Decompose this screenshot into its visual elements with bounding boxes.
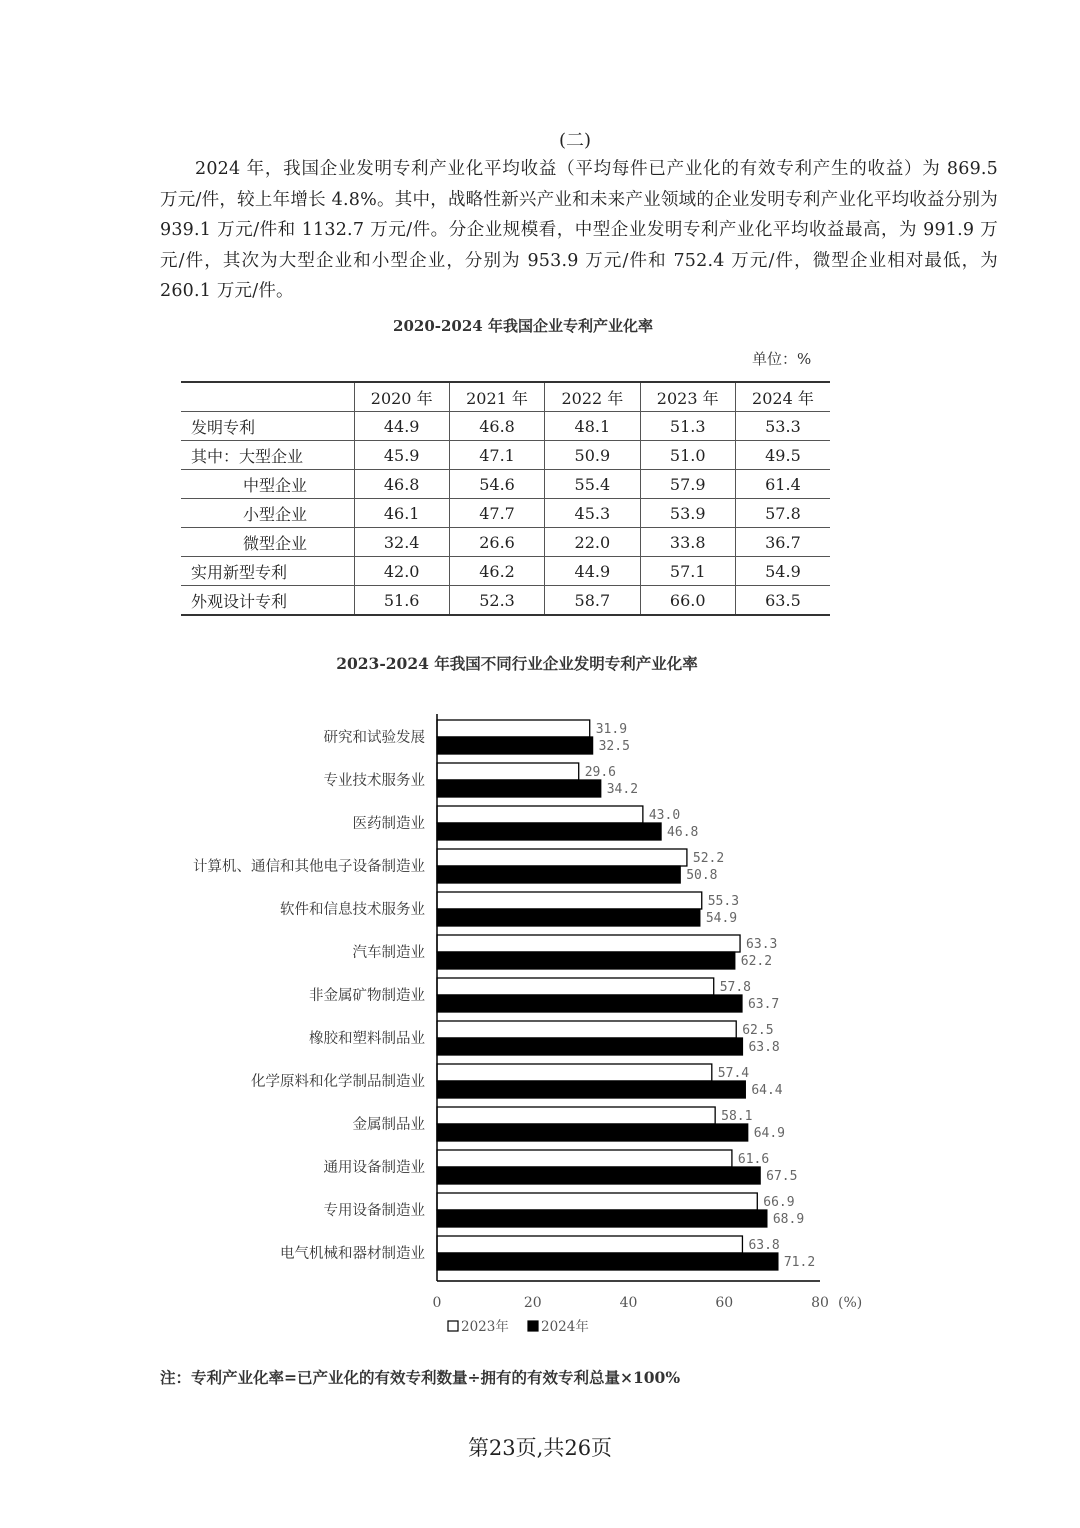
bar-1 [437, 737, 593, 754]
table-cell: 50.9 [545, 441, 640, 470]
category-label: 通用设备制造业 [323, 1160, 425, 1176]
row-label: 实用新型专利 [181, 557, 354, 586]
data-label: 62.2 [740, 954, 773, 969]
bar-0 [437, 720, 590, 737]
bar-1 [437, 1210, 767, 1227]
bar-1 [437, 866, 680, 883]
data-label: 66.9 [763, 1195, 795, 1210]
table-row [181, 441, 830, 470]
table-cell: 48.1 [545, 412, 640, 441]
row-label: 外观设计专利 [181, 586, 354, 616]
table-cell: 46.8 [449, 412, 544, 441]
data-label: 34.2 [606, 782, 639, 797]
category-label: 汽车制造业 [352, 945, 425, 961]
category-label: 软件和信息技术服务业 [280, 902, 425, 918]
table-cell: 53.3 [735, 412, 830, 441]
footnote: 注：专利产业化率=已产业化的有效专利数量÷拥有的有效专利总量×100% [160, 1368, 681, 1387]
category-label: 电气机械和器材制造业 [280, 1246, 425, 1262]
row-label: 小型企业 [181, 499, 354, 528]
data-label: 63.8 [748, 1238, 780, 1253]
table-row [181, 557, 830, 586]
table-title: 2020-2024 年我国企业专利产业化率 [393, 317, 653, 335]
data-label: 57.8 [719, 980, 752, 995]
bar-0 [437, 1064, 712, 1081]
bar-1 [437, 1081, 745, 1098]
table-cell: 44.9 [545, 557, 640, 586]
category-label: 医药制造业 [352, 816, 425, 832]
category-label: 金属制品业 [352, 1117, 425, 1133]
table-cell: 46.2 [449, 557, 544, 586]
x-tick-label: 40 [619, 1295, 638, 1311]
bar-1 [437, 1038, 742, 1055]
table-cell: 51.6 [354, 586, 449, 616]
data-label: 61.6 [737, 1152, 770, 1167]
data-label: 67.5 [766, 1169, 798, 1184]
category-label: 非金属矿物制造业 [309, 988, 425, 1004]
row-label: 发明专利 [181, 412, 354, 441]
chart-title: 2023-2024 年我国不同行业企业发明专利产业化率 [336, 654, 698, 673]
legend-label: 2024年 [541, 1319, 589, 1335]
bar-0 [437, 1107, 715, 1124]
table-cell: 61.4 [735, 470, 830, 499]
page-number: 第23页,共26页 [467, 1436, 613, 1460]
category-label: 化学原料和化学制品制造业 [251, 1074, 425, 1090]
category-label: 计算机、通信和其他电子设备制造业 [193, 859, 425, 875]
bar-0 [437, 1150, 732, 1167]
data-label: 62.5 [742, 1023, 774, 1038]
table-cell: 51.3 [640, 412, 735, 441]
table-cell: 45.9 [354, 441, 449, 470]
table-header-cell: 2023 年 [640, 382, 735, 412]
legend-swatch-0 [448, 1321, 458, 1331]
data-label: 71.2 [783, 1255, 816, 1270]
table-cell: 63.5 [735, 586, 830, 616]
data-label: 68.9 [772, 1212, 805, 1227]
table-cell: 36.7 [735, 528, 830, 557]
row-label: 微型企业 [181, 528, 354, 557]
table-cell: 32.4 [354, 528, 449, 557]
x-tick-label: 60 [715, 1295, 734, 1311]
industry-bar-chart [150, 700, 910, 1350]
table-cell: 54.9 [735, 557, 830, 586]
legend-swatch-1 [528, 1321, 538, 1331]
bar-0 [437, 935, 740, 952]
bar-1 [437, 952, 735, 969]
x-tick-label: 20 [523, 1295, 542, 1311]
table-header-cell: 2024 年 [735, 382, 830, 412]
data-label: 55.3 [707, 894, 740, 909]
table-header-cell [181, 382, 354, 412]
data-label: 63.7 [747, 997, 780, 1012]
bar-1 [437, 995, 742, 1012]
table-header-cell: 2022 年 [545, 382, 640, 412]
data-label: 43.0 [648, 808, 681, 823]
table-row [181, 586, 830, 616]
bar-0 [437, 1236, 742, 1253]
table-cell: 46.1 [354, 499, 449, 528]
table-cell: 57.8 [735, 499, 830, 528]
bar-1 [437, 780, 601, 797]
category-label: 橡胶和塑料制品业 [309, 1031, 425, 1047]
x-axis-unit: (%) [838, 1295, 863, 1311]
patent-industrialization-table [181, 381, 830, 616]
x-tick-label: 80 [811, 1295, 829, 1311]
table-cell: 57.1 [640, 557, 735, 586]
table-cell: 26.6 [449, 528, 544, 557]
table-cell: 51.0 [640, 441, 735, 470]
bar-1 [437, 823, 661, 840]
table-cell: 49.5 [735, 441, 830, 470]
bar-0 [437, 1021, 736, 1038]
category-label: 专业技术服务业 [323, 773, 425, 789]
table-cell: 44.9 [354, 412, 449, 441]
bar-0 [437, 978, 714, 995]
bar-1 [437, 1167, 760, 1184]
table-cell: 45.3 [545, 499, 640, 528]
data-label: 29.6 [584, 765, 617, 780]
bar-1 [437, 1253, 778, 1270]
bar-0 [437, 1193, 757, 1210]
table-cell: 42.0 [354, 557, 449, 586]
table-header-cell: 2020 年 [354, 382, 449, 412]
category-label: 专用设备制造业 [323, 1203, 425, 1219]
table-cell: 46.8 [354, 470, 449, 499]
table-unit: 单位：% [752, 350, 812, 368]
table-cell: 52.3 [449, 586, 544, 616]
table-cell: 22.0 [545, 528, 640, 557]
data-label: 63.8 [748, 1040, 780, 1055]
data-label: 52.2 [692, 851, 725, 866]
row-label: 其中：大型企业 [181, 441, 354, 470]
data-label: 32.5 [598, 739, 630, 754]
table-cell: 33.8 [640, 528, 735, 557]
data-label: 57.4 [717, 1066, 750, 1081]
table-cell: 47.1 [449, 441, 544, 470]
table-cell: 66.0 [640, 586, 735, 616]
table-cell: 47.7 [449, 499, 544, 528]
body-paragraph: 2024 年，我国企业发明专利产业化平均收益（平均每件已产业化的有效专利产生的收益）为 869.5 万元/件，较上年增长 4.8%。其中，战略性新兴产业和未来产业领域的企业发明专利产业化平均收益分别为 939.1 万元/件和 1132.7 万元/件。分企业规模看，中型企业发明专利产业化平均收益最高，为 991.9 万元/件，其次为大型企业和小型企业，分别为 953.9 万元/件和 752.4 万元/件，微型企业相对最低，为 260.1 万元/件。 [160, 159, 998, 301]
row-label: 中型企业 [181, 470, 354, 499]
data-label: 58.1 [721, 1109, 753, 1124]
table-row [181, 470, 830, 499]
table-header-row [181, 382, 830, 412]
bar-0 [437, 892, 702, 909]
table-cell: 53.9 [640, 499, 735, 528]
table-cell: 55.4 [545, 470, 640, 499]
table-cell: 58.7 [545, 586, 640, 616]
section-label: (二) [558, 130, 592, 151]
table-row [181, 528, 830, 557]
data-label: 63.3 [746, 937, 778, 952]
table-row [181, 499, 830, 528]
x-tick-label: 0 [432, 1295, 442, 1311]
category-label: 研究和试验发展 [323, 730, 425, 746]
bar-1 [437, 1124, 748, 1141]
bar-0 [437, 849, 687, 866]
legend-label: 2023年 [461, 1319, 509, 1335]
data-label: 54.9 [705, 911, 738, 926]
data-label: 31.9 [595, 722, 628, 737]
data-label: 50.8 [686, 868, 718, 883]
data-label: 64.4 [751, 1083, 783, 1098]
bar-0 [437, 763, 579, 780]
table-row [181, 412, 830, 441]
data-label: 64.9 [753, 1126, 786, 1141]
table-cell: 54.6 [449, 470, 544, 499]
table-cell: 57.9 [640, 470, 735, 499]
bar-0 [437, 806, 643, 823]
data-label: 46.8 [667, 825, 699, 840]
table-header-cell: 2021 年 [449, 382, 544, 412]
bar-1 [437, 909, 700, 926]
